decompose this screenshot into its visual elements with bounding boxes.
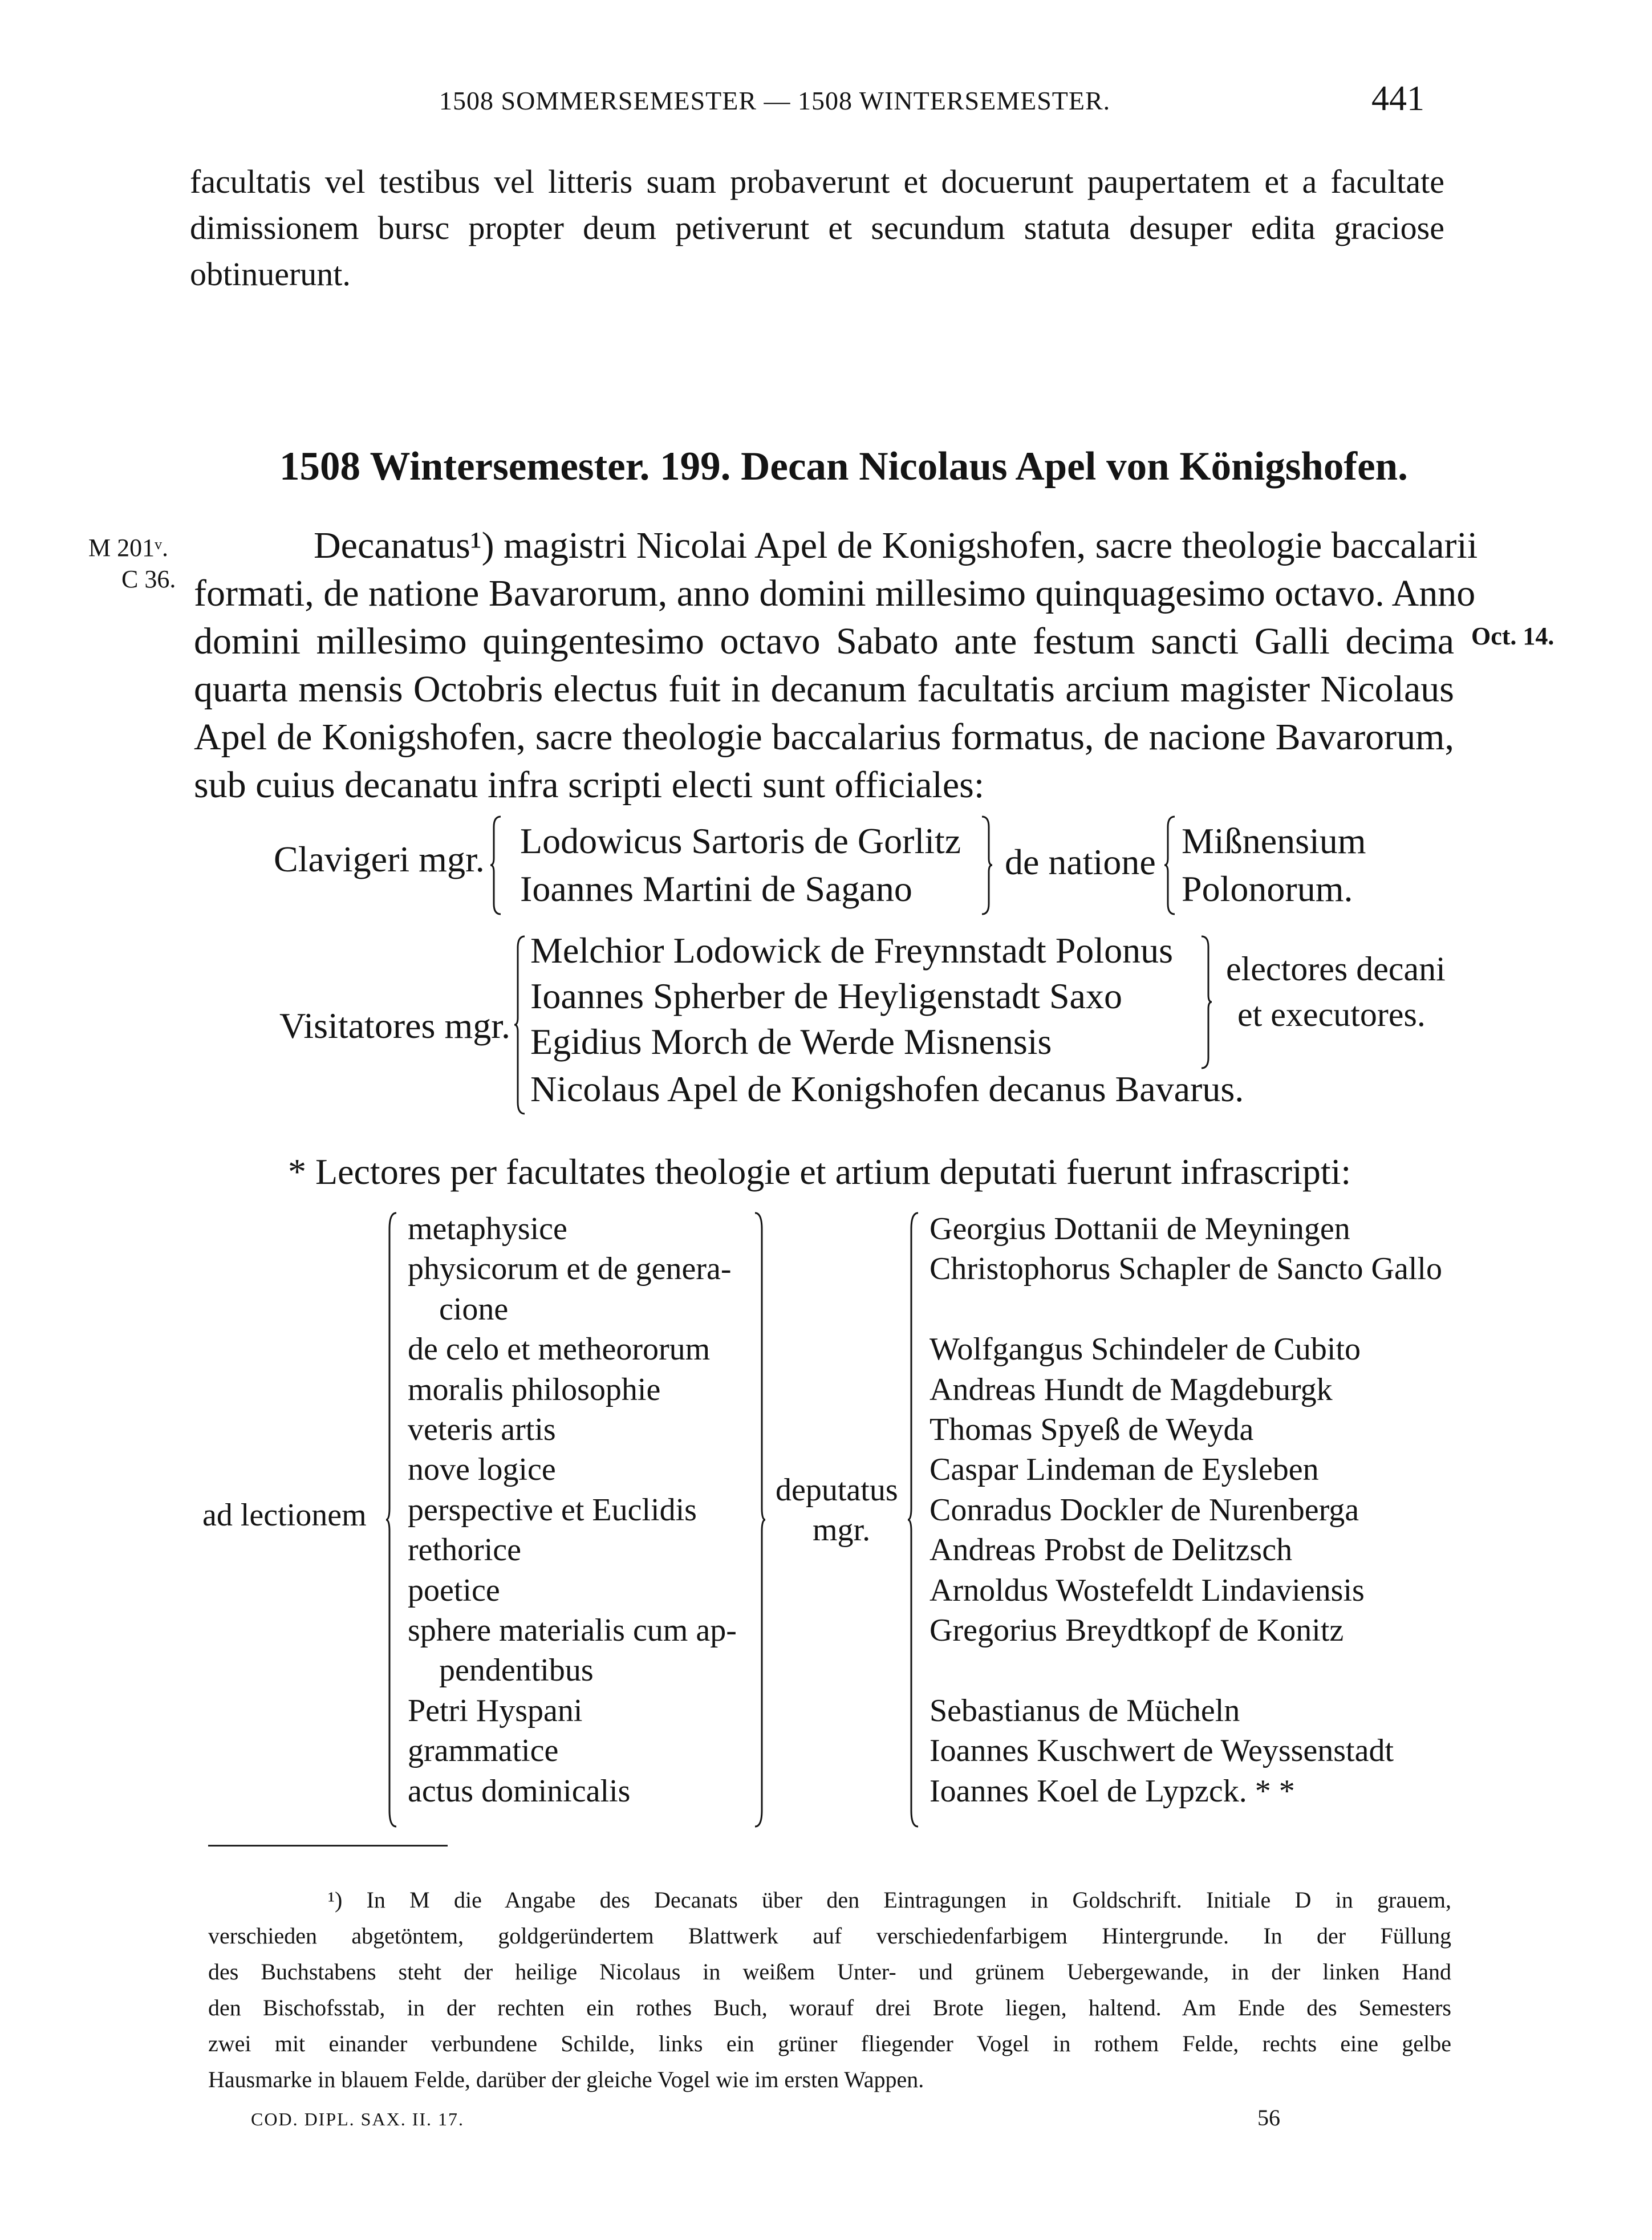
lecturer-item <box>929 1650 1442 1690</box>
intro-line: dimissionem bursc propter deum petiverunt et secundum statuta desuper edita graciose <box>190 209 1444 246</box>
lecturers-left-brace <box>907 1212 919 1828</box>
subject-item: cione <box>439 1291 509 1327</box>
deputatus-label: mgr. <box>813 1512 871 1548</box>
visitatores-left-brace <box>513 935 526 1115</box>
subject-item: grammatice <box>408 1733 559 1769</box>
section-heading: 1508 Wintersemester. 199. Decan Nicolaus Apel von Königshofen. <box>279 444 1408 489</box>
subject-item: Petri Hyspani <box>408 1693 583 1728</box>
footnote-line: den Bischofsstab, in der rechten ein rothes Buch, worauf drei Brote liegen, haltend. Am Ende des Semesters <box>208 1995 1451 2020</box>
visitatores-role: et executores. <box>1237 996 1426 1033</box>
lecturer-item: Ioannes Koel de Lypzck. * * <box>929 1773 1295 1809</box>
deputatus-label: deputatus <box>776 1472 898 1508</box>
subjects-right-brace <box>754 1212 766 1828</box>
visitatores-role: electores decani <box>1226 950 1446 988</box>
margin-date: Oct. 14. <box>1471 622 1554 650</box>
footnote-line: Hausmarke in blauem Felde, darüber der gleiche Vogel wie im ersten Wappen. <box>208 2067 924 2092</box>
subject-item: rethorice <box>408 1532 521 1568</box>
footnote-line: des Buchstabens steht der heilige Nicolaus in weißem Unter- und grünem Uebergewande, in der linken Hand <box>208 1959 1451 1985</box>
main-line: Apel de Konigshofen, sacre theologie baccalarius formatus, de nacione Bavarorum, <box>194 716 1454 758</box>
lecturer-item: Christophorus Schapler de Sancto Gallo <box>929 1251 1442 1287</box>
subjects-list <box>408 1209 737 1811</box>
clavigeri-natione: de natione <box>1005 842 1156 882</box>
lecturer-item <box>929 1289 1442 1329</box>
lecturer-item: Andreas Hundt de Magdeburgk <box>929 1371 1333 1407</box>
footnote-line: ¹) In M die Angabe des Decanats über den Eintragungen in Goldschrift. Initiale D in grauem, <box>328 1887 1451 1913</box>
lecturer-item: Arnoldus Wostefeldt Lindaviensis <box>929 1572 1365 1608</box>
main-line: domini millesimo quingentesimo octavo Sabato ante festum sancti Galli decima <box>194 620 1454 662</box>
lecturer-item: Sebastianus de Mücheln <box>929 1693 1240 1728</box>
lecturer-item: Thomas Spyeß de Weyda <box>929 1412 1254 1448</box>
margin-ref-c: C 36. <box>121 565 176 593</box>
subject-item: actus dominicalis <box>408 1773 631 1809</box>
lecturer-item: Conradus Dockler de Nurenberga <box>929 1492 1359 1528</box>
main-line: formati, de natione Bavarorum, anno domini millesimo quinquagesimo octavo. Anno <box>194 573 1476 614</box>
visitator-name: Ioannes Spherber de Heyligenstadt Saxo <box>530 976 1122 1016</box>
footnote-line: zwei mit einander verbundene Schilde, links ein grüner fliegender Vogel in rothem Felde, rechts eine gelbe <box>208 2031 1451 2056</box>
lecturer-item: Andreas Probst de Delitzsch <box>929 1532 1293 1568</box>
footnote <box>208 1882 1451 2097</box>
visitator-name: Melchior Lodowick de Freynnstadt Polonus <box>530 930 1173 971</box>
subject-item: metaphysice <box>408 1211 567 1247</box>
lecturer-item: Ioannes Kuschwert de Weyssenstadt <box>929 1733 1394 1769</box>
visitator-name: Nicolaus Apel de Konigshofen decanus Bavarus. <box>530 1069 1244 1109</box>
subject-item: de celo et metheororum <box>408 1332 711 1367</box>
subjects-left-brace <box>385 1212 397 1828</box>
lecturer-item: Wolfgangus Schindeler de Cubito <box>929 1332 1361 1367</box>
page-number: 441 <box>1371 79 1424 118</box>
clavigeri-name: Lodowicus Sartoris de Gorlitz <box>520 821 961 861</box>
footnote-line: verschieden abgetöntem, goldgeründertem Blattwerk auf verschiedenfarbigem Hintergrunde. In der Füllung <box>208 1923 1451 1949</box>
lectures-label: ad lectionem <box>202 1498 367 1533</box>
clavigeri-name: Ioannes Martini de Sagano <box>520 869 912 909</box>
visitator-name: Egidius Morch de Werde Misnensis <box>530 1021 1052 1062</box>
sheet-signature: 56 <box>1257 2105 1280 2131</box>
visitatores-right-brace <box>1200 935 1213 1069</box>
subject-item: pendentibus <box>439 1653 594 1689</box>
subject-item: perspective et Euclidis <box>408 1492 697 1528</box>
subject-item: sphere materialis cum ap- <box>408 1613 737 1649</box>
clavigeri-label: Clavigeri mgr. <box>274 839 485 879</box>
footnote-rule <box>208 1845 448 1847</box>
clavigeri-nation: Polonorum. <box>1182 869 1353 909</box>
subject-item: veteris artis <box>408 1412 556 1448</box>
clavigeri-nation: Mißnensium <box>1182 821 1366 861</box>
lecturer-item: Gregorius Breydtkopf de Konitz <box>929 1613 1344 1649</box>
running-title: 1508 SOMMERSEMESTER — 1508 WINTERSEMESTER. <box>439 86 1111 115</box>
clavigeri-right-brace <box>981 815 993 915</box>
intro-line: facultatis vel testibus vel litteris suam probaverunt et docuerunt paupertatem et a facultate <box>190 163 1444 200</box>
lecturer-item: Caspar Lindeman de Eysleben <box>929 1452 1319 1488</box>
subject-item: nove logice <box>408 1452 556 1488</box>
main-line: sub cuius decanatu infra scripti electi sunt officiales: <box>194 764 985 806</box>
lecturers-list <box>929 1209 1442 1811</box>
intro-paragraph <box>190 159 1444 297</box>
main-line: quarta mensis Octobris electus fuit in decanum facultatis arcium magister Nicolaus <box>194 668 1454 710</box>
subject-item: physicorum et de genera- <box>408 1251 732 1287</box>
subject-item: poetice <box>408 1572 500 1608</box>
lecturer-item: Georgius Dottanii de Meyningen <box>929 1211 1350 1247</box>
visitatores-label: Visitatores mgr. <box>279 1005 510 1046</box>
main-line: Decanatus¹) magistri Nicolai Apel de Konigshofen, sacre theologie baccalarii <box>314 525 1478 566</box>
subject-item: moralis philosophie <box>408 1371 661 1407</box>
clavigeri-left-brace <box>489 815 502 915</box>
margin-ref-m: M 201ᵛ. <box>88 534 169 562</box>
clavigeri-nation-brace <box>1163 815 1176 915</box>
lectores-heading: * Lectores per facultates theologie et artium deputati fuerunt infrascripti: <box>288 1151 1351 1192</box>
source-signature: COD. DIPL. SAX. II. 17. <box>251 2109 464 2129</box>
main-paragraph <box>194 522 1478 809</box>
intro-line: obtinuerunt. <box>190 255 351 293</box>
